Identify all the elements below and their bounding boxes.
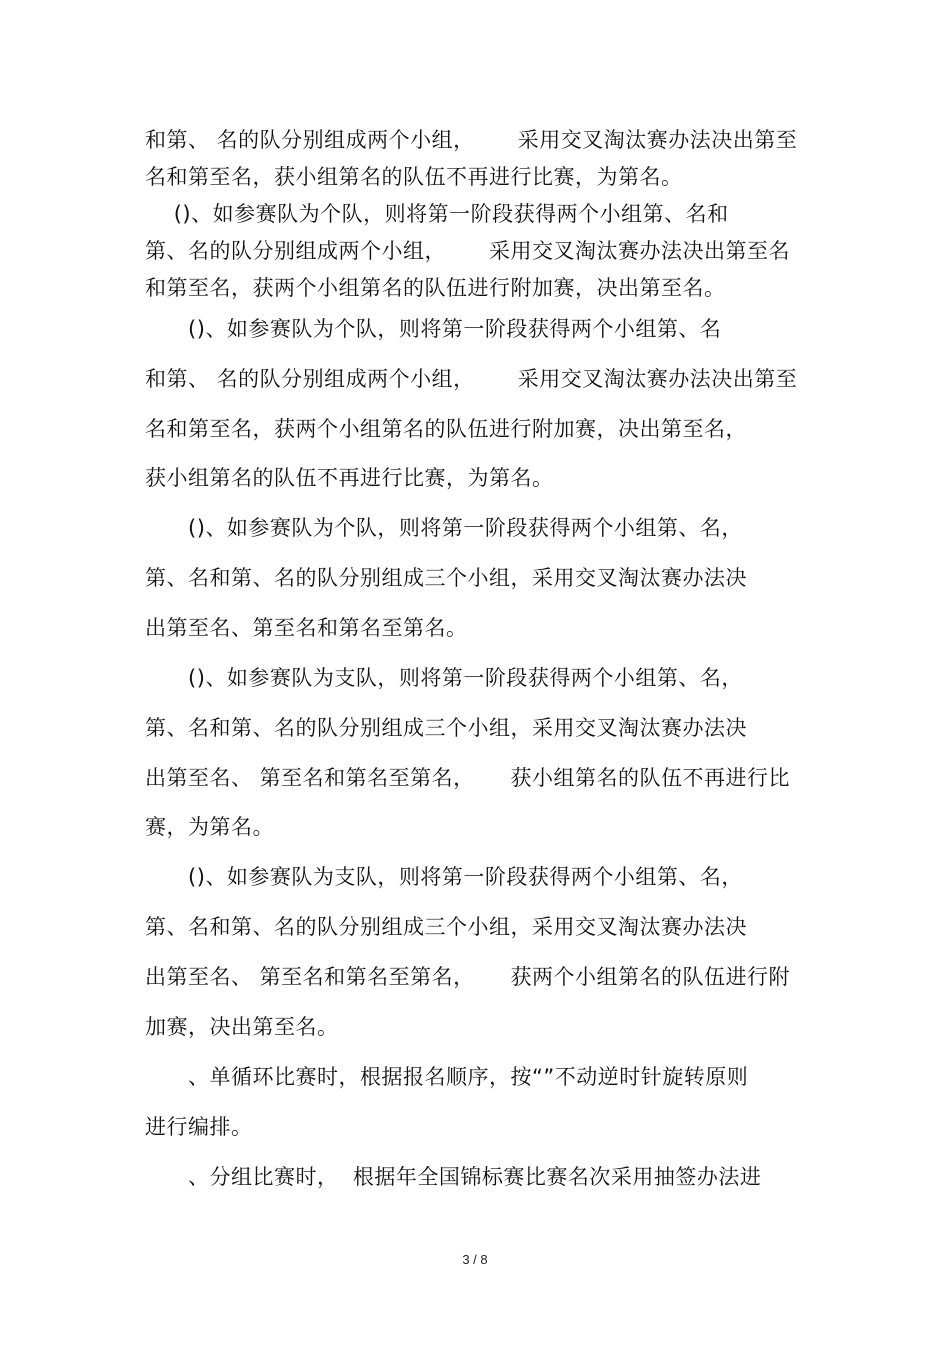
text-line: 第、名和第、名的队分别组成三个小组，采用交叉淘汰赛办法决 [145,716,747,740]
text-line: 和第、 名的队分别组成两个小组， 采用交叉淘汰赛办法决出第至 [145,128,798,152]
text-line: 名和第至名，获两个小组第名的队伍进行附加赛，决出第至名， [145,417,747,441]
text-line: 和第至名，获两个小组第名的队伍进行附加赛，决出第至名。 [145,276,726,300]
text-line: 第、名的队分别组成两个小组， 采用交叉淘汰赛办法决出第至名 [145,239,791,263]
text-line: 、分组比赛时， 根据年全国锦标赛比赛名次采用抽签办法进 [145,1165,762,1189]
text-line: ()、如参赛队为支队，则将第一阶段获得两个小组第、名， [145,666,743,690]
text-line: 第、名和第、名的队分别组成三个小组，采用交叉淘汰赛办法决 [145,915,747,939]
text-line: 获小组第名的队伍不再进行比赛，为第名。 [145,466,554,490]
text-line: 第、名和第、名的队分别组成三个小组，采用交叉淘汰赛办法决 [145,566,747,590]
text-line: 出第至名、 第至名和第名至第名， 获小组第名的队伍不再进行比 [145,766,791,790]
text-line: 加赛，决出第至名。 [145,1015,339,1039]
text-line: ()、如参赛队为个队，则将第一阶段获得两个小组第、名 [145,317,722,341]
page-number: 3 / 8 [462,1252,488,1267]
text-line: 进行编排。 [145,1115,253,1139]
text-line: 名和第至名，获小组第名的队伍不再进行比赛，为第名。 [145,165,683,189]
text-line: ()、如参赛队为支队，则将第一阶段获得两个小组第、名， [145,865,743,889]
text-line: 出第至名、第至名和第名至第名。 [145,616,468,640]
text-line: 、单循环比赛时，根据报名顺序，按“”不动逆时针旋转原则 [145,1065,749,1089]
text-line: ()、如参赛队为个队，则将第一阶段获得两个小组第、名， [145,516,743,540]
text-line: 出第至名、 第至名和第名至第名， 获两个小组第名的队伍进行附 [145,965,791,989]
text-line: 赛，为第名。 [145,815,274,839]
text-line: ()、如参赛队为个队，则将第一阶段获得两个小组第、名和 [145,202,729,226]
text-line: 和第、 名的队分别组成两个小组， 采用交叉淘汰赛办法决出第至 [145,367,798,391]
